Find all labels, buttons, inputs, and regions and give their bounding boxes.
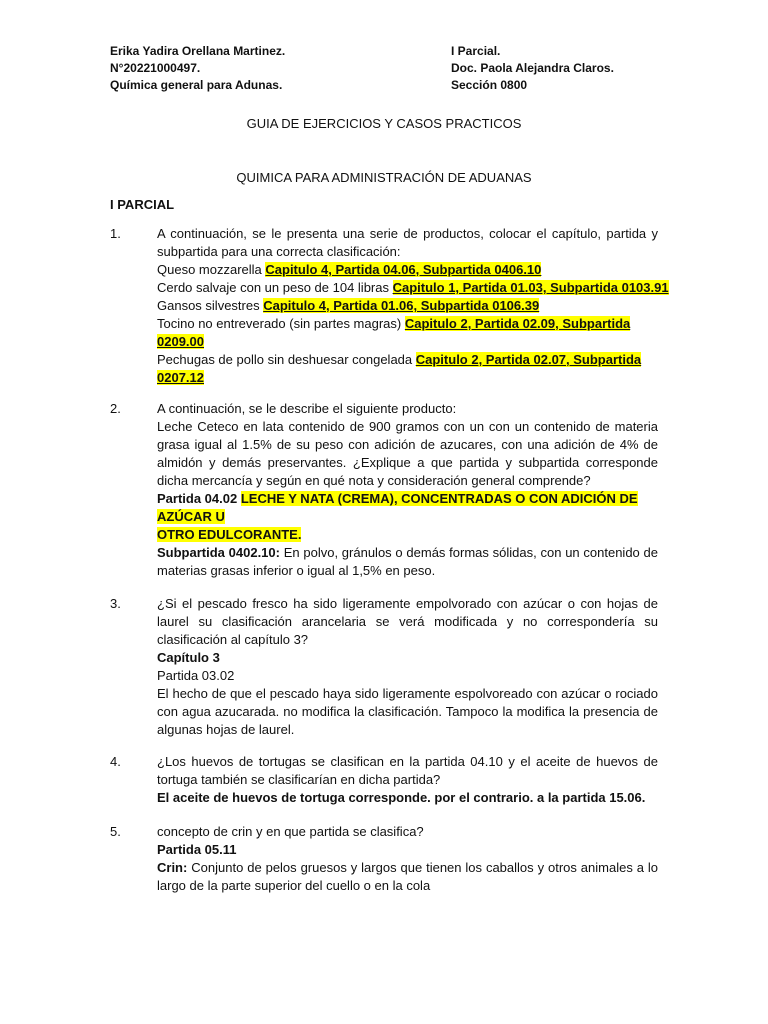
- list-item: [157, 351, 658, 387]
- classification-answer: Capitulo 2, Partida 02.09, Subpartida 0209.00: [157, 316, 631, 349]
- partida-description: LECHE Y NATA (CREMA), CONCENTRADAS O CON ADICIÓN DE AZÚCAR U: [157, 491, 638, 524]
- partida-answer: Partida 05.11: [157, 842, 237, 857]
- classification-answer: Capitulo 2, Partida 02.07, Subpartida 0207.12: [157, 352, 642, 385]
- answer-text: El aceite de huevos de tortuga corresponde. por el contrario. a la partida 15.06.: [157, 790, 646, 805]
- product-name: Tocino no entreverado (sin partes magras): [157, 316, 405, 331]
- product-name: Gansos silvestres: [157, 298, 264, 313]
- product-name: Queso mozzarella: [157, 262, 266, 277]
- product-description: Leche Ceteco en lata contenido de 900 gramos con un con un contenido de materia grasa igual al 1.5% de su peso con adición de azucares, con una adición de 4% de almidón y demás preservantes. ¿Explique a que partida y subpartida corresponde dicha mercancía y según en qué nota y consideración general comprende?: [157, 419, 658, 488]
- student-name: Erika Yadira Orellana Martinez.: [110, 44, 286, 58]
- partida-answer: [157, 490, 658, 526]
- teacher-name: Doc. Paola Alejandra Claros.: [451, 61, 614, 75]
- classification-answer: Capitulo 1, Partida 01.03, Subpartida 0103.91: [392, 280, 669, 295]
- capitulo-answer: Capítulo 3: [157, 650, 220, 665]
- question-prompt: concepto de crin y en que partida se clasifica?: [157, 824, 424, 839]
- product-name: Cerdo salvaje con un peso de 104 libras: [157, 280, 393, 295]
- student-id: N°20221000497.: [110, 61, 201, 75]
- subpartida-answer: [157, 544, 658, 580]
- question-number: 1.: [110, 226, 121, 241]
- subpartida-description: En polvo, gránulos o demás formas sólidas, con un contenido de materias grasas inferior o igual al 1,5% en peso.: [157, 545, 658, 578]
- classification-answer: Capitulo 4, Partida 01.06, Subpartida 0106.39: [263, 298, 540, 313]
- partida-label: Partida 04.02: [157, 491, 241, 506]
- question-prompt: ¿Si el pescado fresco ha sido ligeramente empolvorado con azúcar o con hojas de laurel su clasificación arancelaria se verá modificada y no correspondería su clasificación al capítulo 3?: [157, 596, 658, 647]
- answer-text: El hecho de que el pescado haya sido ligeramente espolvoreado con azúcar o rociado con agua azucarada. no modifica la clasificación. Tampoco la modifica la presencia de algunas hojas de laurel.: [157, 686, 658, 737]
- header-left: [110, 43, 285, 94]
- list-item: [157, 315, 658, 351]
- partida-answer: Partida 03.02: [157, 668, 235, 683]
- crin-text: Conjunto de pelos gruesos y largos que tienen los caballos y otros animales a lo largo de la parte superior del cuello o en la cola: [157, 860, 658, 893]
- crin-definition: [157, 859, 658, 895]
- list-item: [157, 279, 669, 297]
- section-number: Sección 0800: [451, 78, 528, 92]
- question-number: 4.: [110, 754, 121, 769]
- section-heading: I PARCIAL: [110, 197, 175, 212]
- header-right: [451, 43, 614, 94]
- question-2: [110, 400, 658, 580]
- question-5: [110, 823, 658, 895]
- question-prompt: A continuación, se le presenta una serie de productos, colocar el capítulo, partida y subpartida para una correcta clasificación:: [157, 226, 658, 259]
- page-subtitle: QUIMICA PARA ADMINISTRACIÓN DE ADUANAS: [236, 170, 532, 185]
- question-3: [110, 595, 658, 739]
- question-1: [110, 225, 669, 387]
- crin-label: Crin:: [157, 860, 188, 875]
- course-name: Química general para Adunas.: [110, 78, 283, 92]
- classification-answer: Capitulo 4, Partida 04.06, Subpartida 0406.10: [265, 262, 542, 277]
- list-item: [157, 297, 658, 315]
- partida-description-end: OTRO EDULCORANTE.: [157, 527, 302, 542]
- subpartida-label: Subpartida 0402.10:: [157, 545, 280, 560]
- page-title: GUIA DE EJERCICIOS Y CASOS PRACTICOS: [246, 116, 522, 131]
- partida-answer-continued: [157, 526, 658, 544]
- exam-label: I Parcial.: [451, 44, 501, 58]
- question-prompt: ¿Los huevos de tortugas se clasifican en la partida 04.10 y el aceite de huevos de tortuga también se clasificarían en dicha partida?: [157, 754, 658, 787]
- product-name: Pechugas de pollo sin deshuesar congelada: [157, 352, 416, 367]
- question-number: 5.: [110, 824, 121, 839]
- list-item: [157, 261, 658, 279]
- question-number: 2.: [110, 401, 121, 416]
- question-prompt: A continuación, se le describe el siguiente producto:: [157, 401, 457, 416]
- question-4: [110, 753, 658, 807]
- question-number: 3.: [110, 596, 121, 611]
